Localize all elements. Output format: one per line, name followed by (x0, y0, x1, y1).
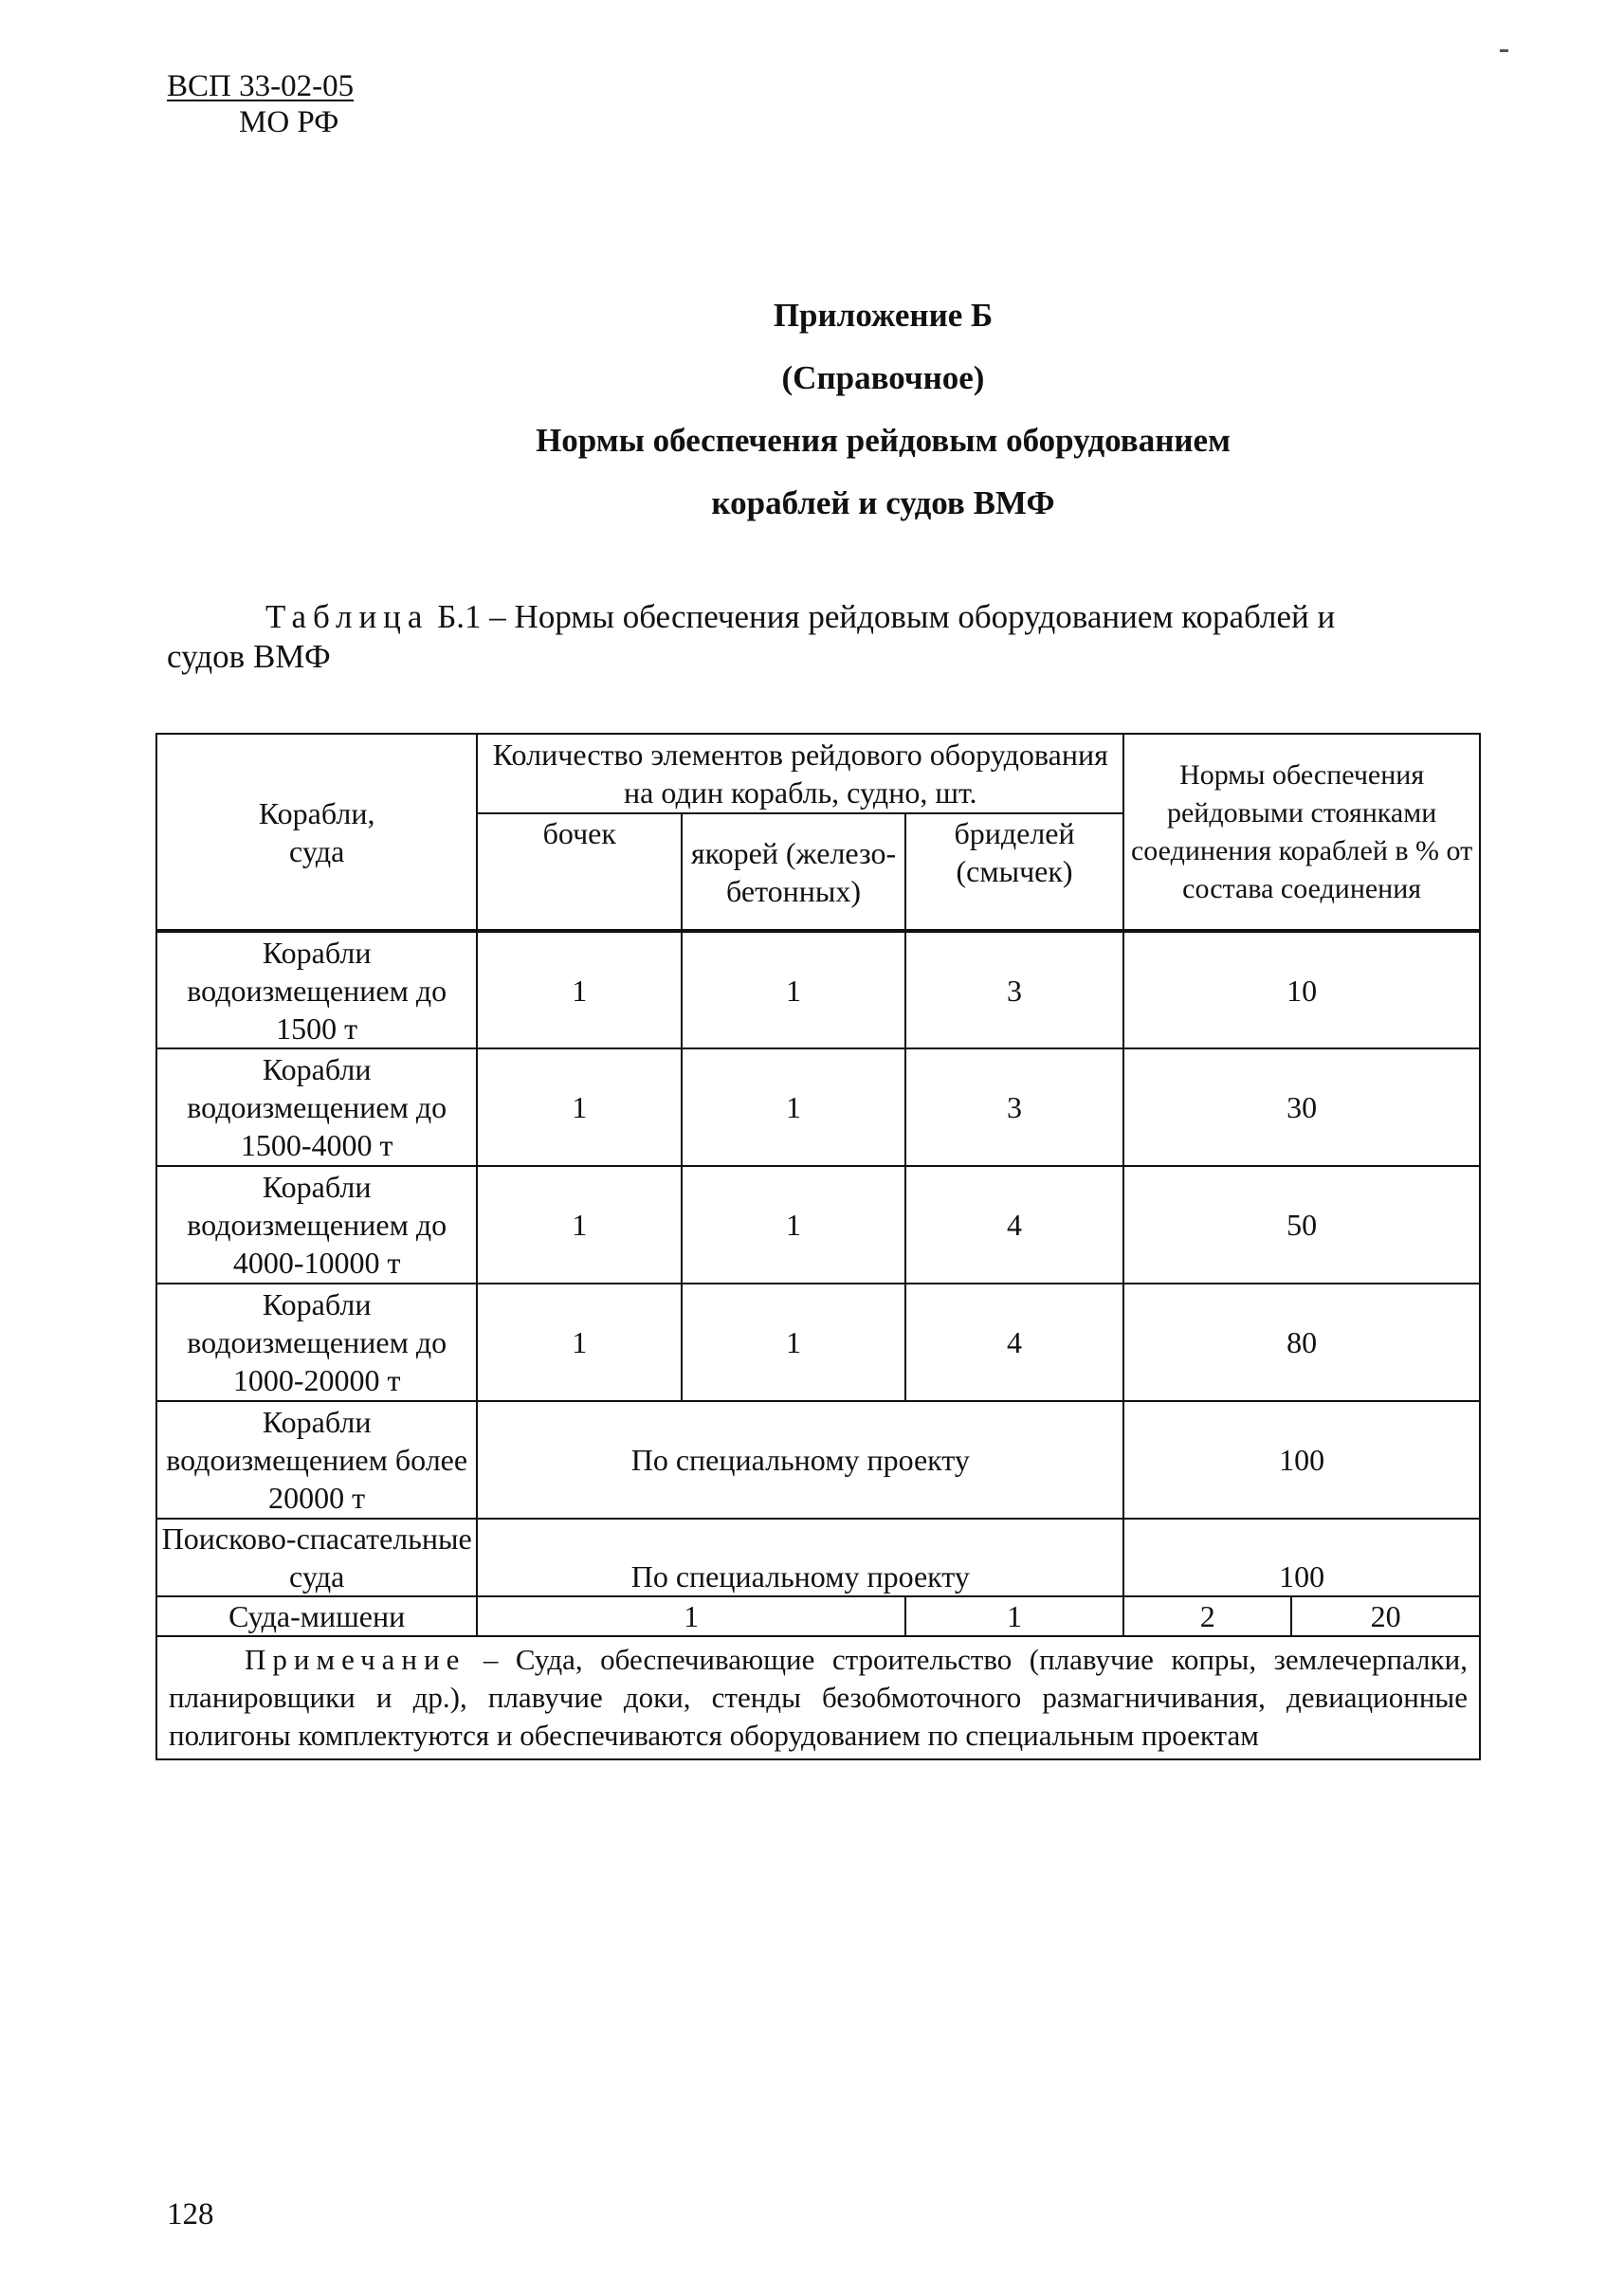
cell-anchors: 1 (682, 1166, 905, 1284)
table-row (156, 1166, 1480, 1284)
table-row (156, 1401, 1480, 1519)
row-label: Корабли водоизмещением до 1000-20000 т (156, 1284, 477, 1401)
cell-norm: 20 (1370, 1599, 1401, 1633)
header-anchors: якорей (железо-бетонных) (682, 813, 905, 931)
table-row (156, 1519, 1480, 1596)
table-caption-label: Таблица (265, 598, 429, 635)
cell-barrels: 1 (477, 1284, 682, 1401)
cell-norm: 50 (1123, 1166, 1480, 1284)
table-note (156, 1636, 1480, 1759)
cell-norm-target-split (1123, 1596, 1480, 1636)
appendix-kind: (Справочное) (781, 359, 985, 396)
table-caption-text-line1: Б.1 – Нормы обеспечения рейдовым оборудованием кораблей и (429, 598, 1336, 635)
row-label: Суда-мишени (156, 1596, 477, 1636)
cell-bridles: 4 (905, 1166, 1123, 1284)
document-code: ВСП 33-02-05 (167, 69, 355, 103)
table-row (156, 1596, 1480, 1636)
table-row (156, 1048, 1480, 1166)
header-bridles: бриделей (смычек) (905, 813, 1123, 931)
appendix-heading (0, 284, 1624, 535)
appendix-subtitle-line1: Нормы обеспечения рейдовым оборудованием (536, 422, 1231, 459)
cell-bridles: 3 (905, 931, 1123, 1048)
row-label: Корабли водоизмещением до 4000-10000 т (156, 1166, 477, 1284)
row-label: Поисково-спасательные суда (156, 1519, 477, 1596)
appendix-subtitle-line2: кораблей и судов ВМФ (711, 484, 1055, 521)
table-row (156, 1284, 1480, 1401)
table-caption (167, 597, 1475, 677)
cell-barrels: 1 (477, 1596, 904, 1636)
cell-special-project: По специальному проекту (477, 1401, 1123, 1519)
header-barrels: бочек (477, 813, 682, 931)
row-label: Корабли водоизмещением более 20000 т (156, 1401, 477, 1519)
cell-norm: 80 (1123, 1284, 1480, 1401)
document-org: МО РФ (239, 105, 339, 139)
header-elements-group: Количество элементов рейдового оборудования на один корабль, судно, шт. (477, 734, 1123, 813)
cell-barrels: 1 (477, 1048, 682, 1166)
cell-bridles: 2 (1124, 1597, 1292, 1635)
cell-norm: 30 (1123, 1048, 1480, 1166)
header-norm: Нормы обеспечения рейдовыми стоянками соединения кораблей в % от состава соединения (1123, 734, 1480, 931)
document-header (167, 68, 354, 140)
cell-bridles: 3 (905, 1048, 1123, 1166)
table-note-label: Примечание (245, 1643, 466, 1676)
norms-table (155, 733, 1481, 1760)
table-caption-text-line2: судов ВМФ (167, 638, 331, 675)
row-label: Корабли водоизмещением до 1500 т (156, 931, 477, 1048)
cell-anchors: 1 (905, 1596, 1123, 1636)
cell-anchors: 1 (682, 1284, 905, 1401)
cell-anchors: 1 (682, 931, 905, 1048)
table-note-text: – Суда, обеспечивающие строительство (плавучие копры, землечерпалки, планировщики и др.), плавучие доки, стенды безобмоточного размагничивания, девиационные полигоны комплектуются и обеспечиваются оборудованием по специальным проектам (169, 1643, 1468, 1752)
cell-bridles: 4 (905, 1284, 1123, 1401)
cell-norm: 100 (1123, 1401, 1480, 1519)
cell-anchors: 1 (682, 1048, 905, 1166)
cell-norm: 100 (1123, 1519, 1480, 1596)
page-number: 128 (167, 2197, 214, 2231)
row-label: Корабли водоизмещением до 1500-4000 т (156, 1048, 477, 1166)
table-note-row (156, 1636, 1480, 1759)
cell-special-project: По специальному проекту (477, 1519, 1123, 1596)
cell-barrels: 1 (477, 1166, 682, 1284)
cell-norm: 10 (1123, 931, 1480, 1048)
table-row (156, 931, 1480, 1048)
header-ships: Корабли, суда (156, 734, 477, 931)
appendix-title: Приложение Б (773, 297, 994, 334)
scan-mark (1500, 49, 1508, 52)
cell-barrels: 1 (477, 931, 682, 1048)
